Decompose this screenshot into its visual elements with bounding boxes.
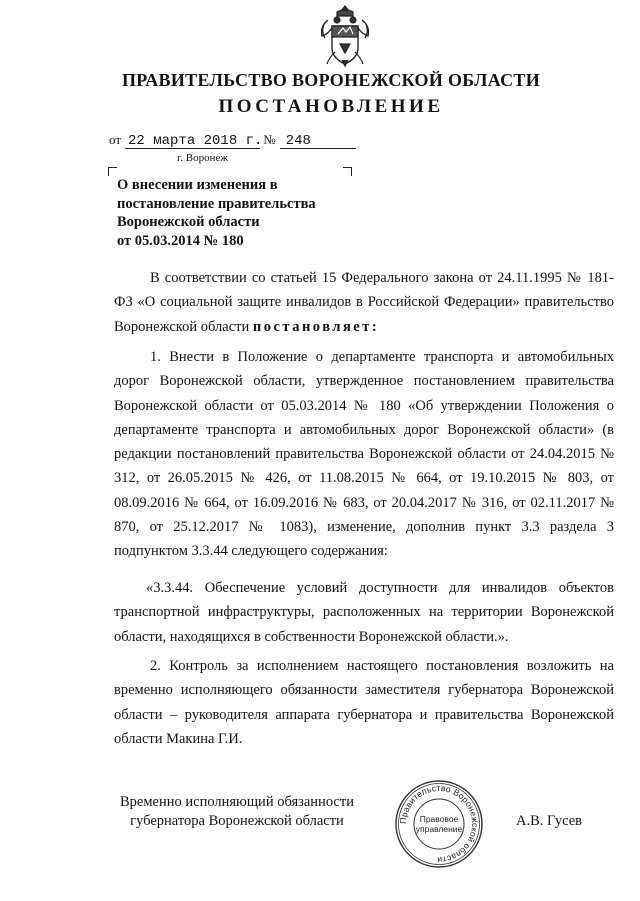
- subject-line: О внесении изменения в: [117, 177, 278, 193]
- legal-department-stamp: [393, 778, 485, 870]
- signatory-position: [113, 793, 361, 831]
- quote-text: «3.3.44. Обеспечение условий доступности для инвалидов объектов транспортной инфраструктуры, расположенных на территории Воронежской области, находящихся в собственности Воронежской области.».: [114, 580, 614, 645]
- subject-line: от 05.03.2014 № 180: [117, 232, 244, 249]
- number-label: №: [263, 132, 276, 147]
- subject-line: Воронежской области: [117, 214, 260, 230]
- preamble-text: В соответствии со статьей 15 Федерального закона от 24.11.1995 № 181-ФЗ «О социальной защите инвалидов в Российской Федерации» правительство Воронежской области: [114, 270, 614, 335]
- item-2-text: 2. Контроль за исполнением настоящего постановления возложить на временно исполняющего обязанности заместителя губернатора Воронежской области – руководителя аппарата губернатора и правительства Воронежской области Макина Г.И.: [114, 658, 614, 747]
- preamble-paragraph: [114, 266, 614, 339]
- stamp-center-line: Правовое: [419, 814, 459, 824]
- subject-bracket-right: [343, 167, 352, 176]
- document-type-title: ПОСТАНОВЛЕНИЕ: [218, 96, 444, 117]
- decree-word: постановляет:: [252, 318, 380, 335]
- stamp-ring-text: Правительство Воронежской области: [397, 782, 481, 866]
- dateline: [109, 132, 356, 149]
- city: г. Воронеж: [177, 152, 228, 164]
- signatory-position-line: губернатора Воронежской области: [130, 813, 344, 829]
- document-date: 22 марта 2018 г.: [125, 134, 260, 149]
- quote-paragraph: [114, 576, 614, 649]
- stamp-center-line: управление: [415, 824, 463, 834]
- subject-bracket-left: [108, 167, 117, 176]
- signatory-name: А.В. Гусев: [516, 813, 582, 829]
- item-1-text: 1. Внести в Положение о департаменте транспорта и автомобильных дорог Воронежской области, утвержденное постановлением правительства Воронежской области от 05.03.2014 № 180 «Об утверждении Положения о департаменте транспорта и автомобильных дорог Воронежской области» (в редакции постановлений правительства Воронежской области от 24.04.2015 № 312, от 26.05.2015 № 426, от 11.08.2015 № 664, от 19.10.2015 № 803, от 08.09.2016 № 664, от 16.09.2016 № 683, от 20.04.2017 № 316, от 02.11.2017 № 870, от 25.12.2017 № 1083), изменение, дополнив пункт 3.3 раздела 3 подпунктом 3.3.44 следующего содержания:: [114, 349, 614, 560]
- signatory-position-line: Временно исполняющий обязанности: [120, 794, 354, 810]
- subject-line: постановление правительства: [117, 195, 316, 212]
- item-1-paragraph: [114, 345, 614, 564]
- coat-of-arms-icon: [318, 4, 372, 70]
- document-number: 248: [280, 134, 356, 149]
- government-title: ПРАВИТЕЛЬСТВО ВОРОНЕЖСКОЙ ОБЛАСТИ: [121, 70, 541, 90]
- subject-block: [117, 176, 316, 250]
- item-2-paragraph: [114, 654, 614, 751]
- date-from-label: от: [109, 132, 122, 147]
